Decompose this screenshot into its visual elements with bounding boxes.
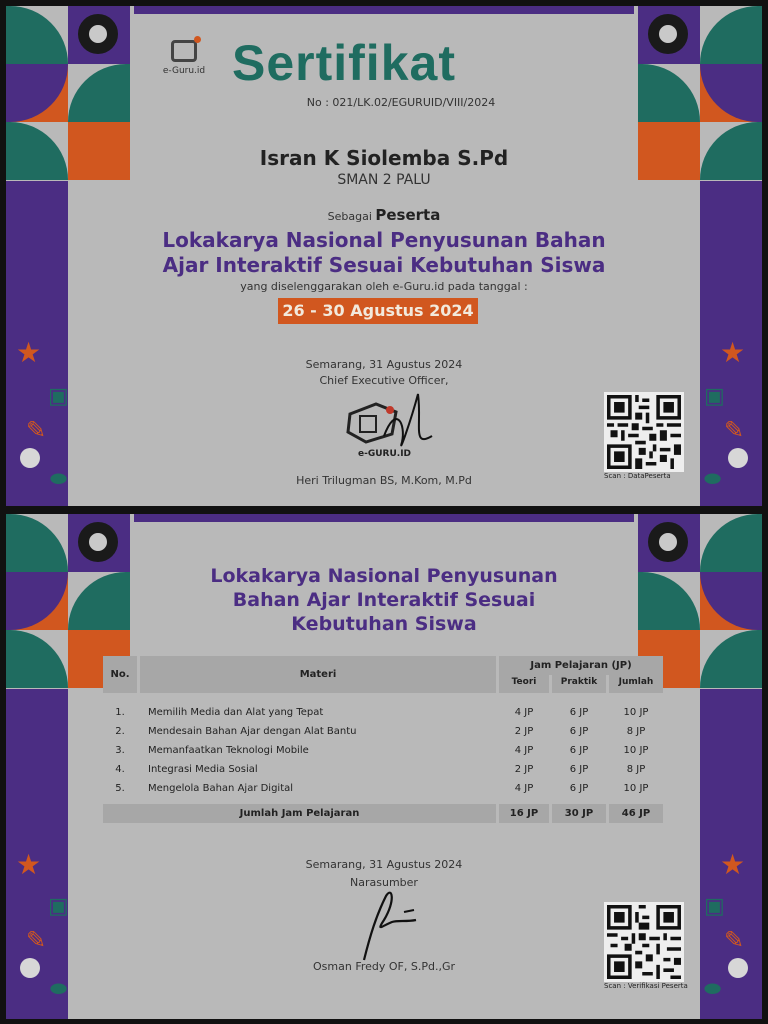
row-teori: 2 JP [514,764,534,775]
total-jumlah: 46 JP [609,804,663,823]
star-board-icon: ★ [16,336,42,369]
star-board-icon: ★ [720,848,746,881]
row-jumlah: 10 JP [623,707,649,718]
star-board-icon: ★ [16,848,42,881]
table-row [103,779,663,798]
header-teori: Teori [499,675,549,693]
deco-tile [638,572,700,630]
left-decoration [6,6,130,506]
signatory-name: Heri Trilugman BS, M.Kom, M.Pd [296,474,472,487]
row-teori: 4 JP [514,783,534,794]
row-no: 4. [115,764,125,775]
row-jumlah: 10 JP [623,783,649,794]
total-label: Jumlah Jam Pelajaran [103,804,496,823]
sign-role: Chief Executive Officer, [319,374,449,387]
row-materi: Memilih Media dan Alat yang Tepat [148,707,324,718]
deco-tile [6,514,68,572]
table-row [103,760,663,779]
table-row [103,703,663,722]
top-stripe [134,514,634,522]
qr-label: Scan : DataPeserta [604,472,671,480]
row-materi: Mengelola Bahan Ajar Digital [148,783,294,794]
row-teori: 4 JP [514,707,534,718]
ring-icon [78,14,118,54]
top-stripe [134,6,634,14]
lesson-hours-table [100,656,666,823]
header-praktik: Praktik [552,675,606,693]
row-praktik: 6 JP [569,726,589,737]
capsule-icon: ⬬ [704,976,722,1000]
header-jp: Jam Pelajaran (JP) [499,656,663,675]
row-praktik: 6 JP [569,764,589,775]
total-praktik: 30 JP [552,804,606,823]
row-praktik: 6 JP [569,707,589,718]
role-name: Peserta [375,206,441,224]
row-no: 1. [115,707,125,718]
deco-tile [6,6,68,64]
row-jumlah: 8 JP [626,726,646,737]
organizer-line: yang diselenggarakan oleh e-Guru.id pada tanggal : [240,280,528,293]
deco-tile [638,64,700,122]
table-total-row [103,804,663,823]
row-no: 5. [115,783,125,794]
ring-icon [78,522,118,562]
date-badge: 26 - 30 Agustus 2024 [278,298,478,324]
pencil-icon: ✎ [26,416,47,444]
ring-icon [648,14,688,54]
row-praktik: 6 JP [569,745,589,756]
capsule-icon: ⬬ [50,466,68,490]
deco-tile [700,514,762,572]
header-materi: Materi [140,656,496,693]
deco-tile [6,630,68,688]
row-materi: Memanfaatkan Teknologi Mobile [148,745,309,756]
deco-tile [68,64,130,122]
picture-icon: ▣ [48,384,69,409]
pencil-icon: ✎ [724,416,745,444]
pencil-icon: ✎ [724,926,745,954]
capsule-icon: ⬬ [50,976,68,1000]
table-row [103,722,663,741]
event-title: Lokakarya Nasional Penyusunan Bahan Ajar Interaktif Sesuai Kebutuhan Siswa [210,565,558,635]
signature [346,886,426,966]
certificate-page-back [6,514,762,1019]
eguru-logo [156,40,212,76]
ring-icon [648,522,688,562]
row-jumlah: 8 JP [626,764,646,775]
signature-stamp [336,384,446,464]
row-materi: Integrasi Media Sosial [148,764,258,775]
qr-code[interactable] [604,392,684,472]
circle-icon [728,448,748,468]
role-prefix: Sebagai [327,210,372,223]
picture-icon: ▣ [48,894,69,919]
table-row [103,741,663,760]
row-no: 3. [115,745,125,756]
row-materi: Mendesain Bahan Ajar dengan Alat Bantu [148,726,357,737]
event-title: Lokakarya Nasional Penyusunan Bahan Ajar Interaktif Sesuai Kebutuhan Siswa [162,228,606,277]
logo-text: e-Guru.id [162,66,206,76]
deco-tile [700,630,762,688]
picture-icon: ▣ [704,384,725,409]
book-logo-icon [171,40,197,62]
sign-place-date: Semarang, 31 Agustus 2024 [305,858,463,871]
row-no: 2. [115,726,125,737]
picture-icon: ▣ [704,894,725,919]
circle-icon [20,448,40,468]
stamp-text: e-GURU.ID [358,449,412,459]
row-praktik: 6 JP [569,783,589,794]
role-line [6,206,762,224]
star-board-icon: ★ [720,336,746,369]
qr-label: Scan : Verifikasi Peserta [604,982,688,990]
qr-pattern [607,905,681,979]
header-no: No. [103,656,137,693]
certificate-number: No : 021/LK.02/EGURUID/VIII/2024 [306,96,496,109]
certificate-title: Sertifikat [232,35,456,91]
total-teori: 16 JP [499,804,549,823]
row-teori: 2 JP [514,726,534,737]
pencil-icon: ✎ [26,926,47,954]
signatory-name: Osman Fredy OF, S.Pd.,Gr [313,960,455,973]
qr-code[interactable] [604,902,684,982]
deco-tile [700,6,762,64]
row-teori: 4 JP [514,745,534,756]
recipient-school: SMAN 2 PALU [337,172,431,188]
sign-role: Narasumber [350,876,418,889]
table-header-row [103,656,663,675]
certificate-page-front [6,6,762,506]
qr-pattern [607,395,681,469]
row-jumlah: 10 JP [623,745,649,756]
sign-place-date: Semarang, 31 Agustus 2024 [305,358,463,371]
recipient-name: Isran K Siolemba S.Pd [259,146,509,170]
header-jumlah: Jumlah [609,675,663,693]
capsule-icon: ⬬ [704,466,722,490]
deco-tile [68,572,130,630]
